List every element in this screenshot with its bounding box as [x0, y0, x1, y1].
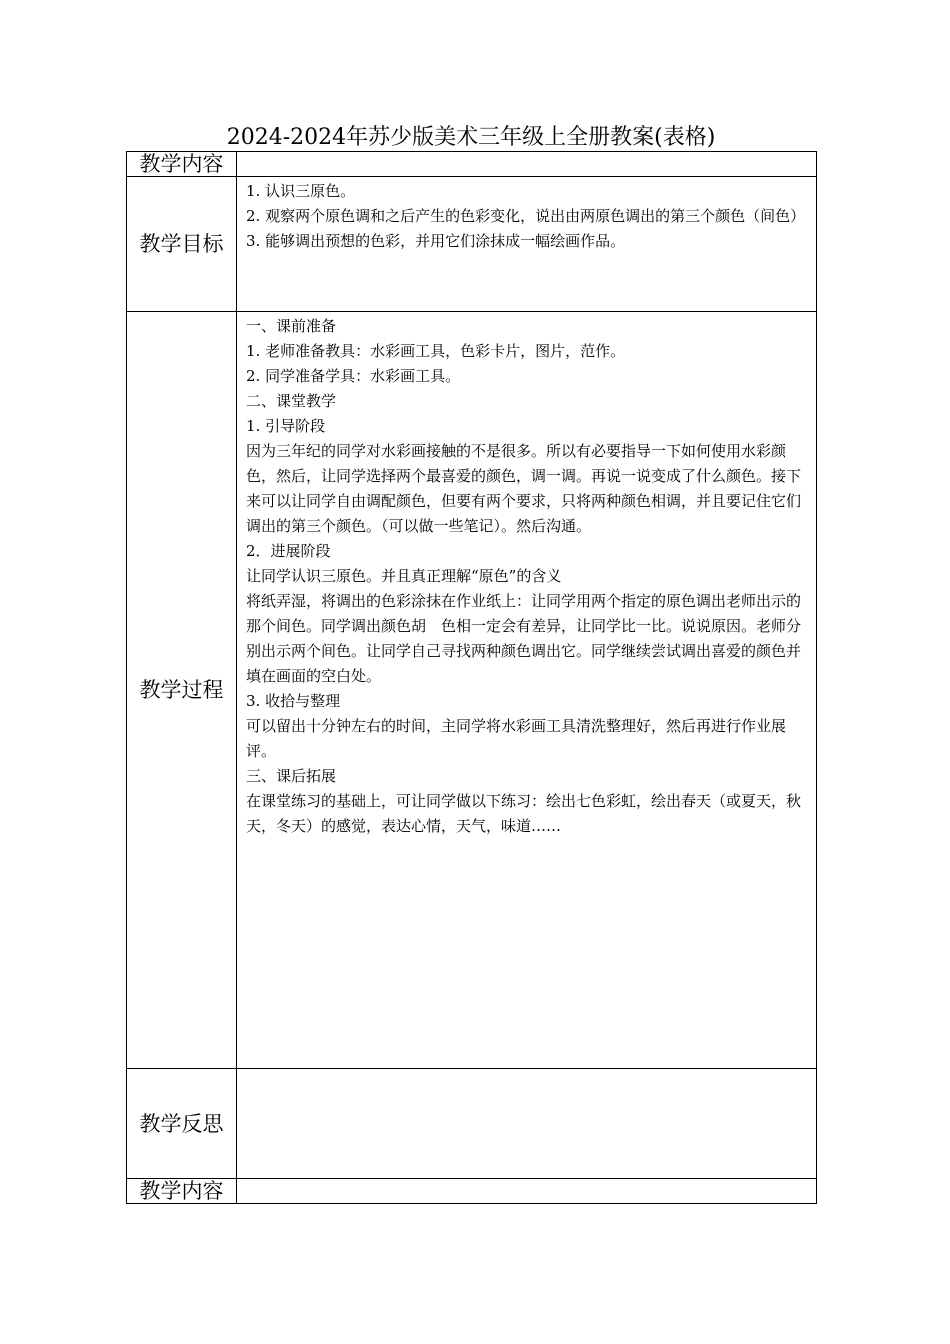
table-row-process [127, 312, 817, 1069]
process-line: 二、课堂教学 [246, 392, 337, 410]
objective-line: 2. 观察两个原色调和之后产生的色彩变化，说出由两原色调出的第三个颜色（间色） [246, 207, 806, 225]
process-line: 2．进展阶段 [246, 542, 331, 560]
process-line: 1. 引导阶段 [246, 417, 326, 435]
process-line: 1. 老师准备教具：水彩画工具，色彩卡片，图片，范作。 [246, 342, 626, 360]
teaching-process-cell [237, 312, 817, 1069]
process-line: 2. 同学准备学具：水彩画工具。 [246, 367, 461, 385]
process-line: 因为三年纪的同学对水彩画接触的不是很多。所以有必要指导一下如何使用水彩颜色，然后，让同学选择两个最喜爱的颜色，调一调。再说一说变成了什么颜色。接下来可以让同学自由调配颜色，但要有两个要求，只将两种颜色相调，并且要记住它们调出的第三个颜色。（可以做一些笔记）。然后沟通。 [246, 442, 802, 535]
process-line: 可以留出十分钟左右的时间，主同学将水彩画工具清洗整理好，然后再进行作业展评。 [246, 717, 787, 760]
table-row-content-header [127, 152, 817, 177]
teaching-reflection-cell [237, 1069, 817, 1179]
teaching-objectives-cell [237, 177, 817, 312]
objective-line: 3. 能够调出预想的色彩，并用它们涂抹成一幅绘画作品。 [246, 232, 626, 250]
process-line: 一、课前准备 [246, 317, 337, 335]
table-row-content-footer [127, 1179, 817, 1204]
teaching-content-value [237, 152, 817, 177]
process-line: 在课堂练习的基础上，可让同学做以下练习：绘出七色彩虹，绘出春天（或夏天，秋天，冬天）的感觉，表达心情，天气，味道…… [246, 792, 802, 835]
process-line: 让同学认识三原色。并且真正理解“原色”的含义 [246, 567, 562, 585]
process-line: 将纸弄湿，将调出的色彩涂抹在作业纸上：让同学用两个指定的原色调出老师出示的那个间色。同学调出颜色胡 色相一定会有差异，让同学比一比。说说原因。老师分别出示两个间色。让同学自己寻找两种颜色调出它。同学继续尝试调出喜爱的颜色并填在画面的空白处。 [246, 592, 802, 685]
table-row-objectives [127, 177, 817, 312]
teaching-content-value [237, 1179, 817, 1204]
row-label-teaching-content: 教学内容 [127, 1179, 237, 1204]
row-label-teaching-reflection: 教学反思 [127, 1069, 237, 1179]
process-line: 三、课后拓展 [246, 767, 337, 785]
row-label-teaching-process: 教学过程 [127, 312, 237, 1069]
table-row-reflection [127, 1069, 817, 1179]
row-label-teaching-content: 教学内容 [127, 152, 237, 177]
objective-line: 1. 认识三原色。 [246, 182, 356, 200]
lesson-plan-table [126, 151, 817, 1204]
row-label-teaching-objectives: 教学目标 [127, 177, 237, 312]
document-title: 2024-2024年苏少版美术三年级上全册教案(表格) [226, 125, 716, 150]
process-line: 3. 收拾与整理 [246, 692, 341, 710]
